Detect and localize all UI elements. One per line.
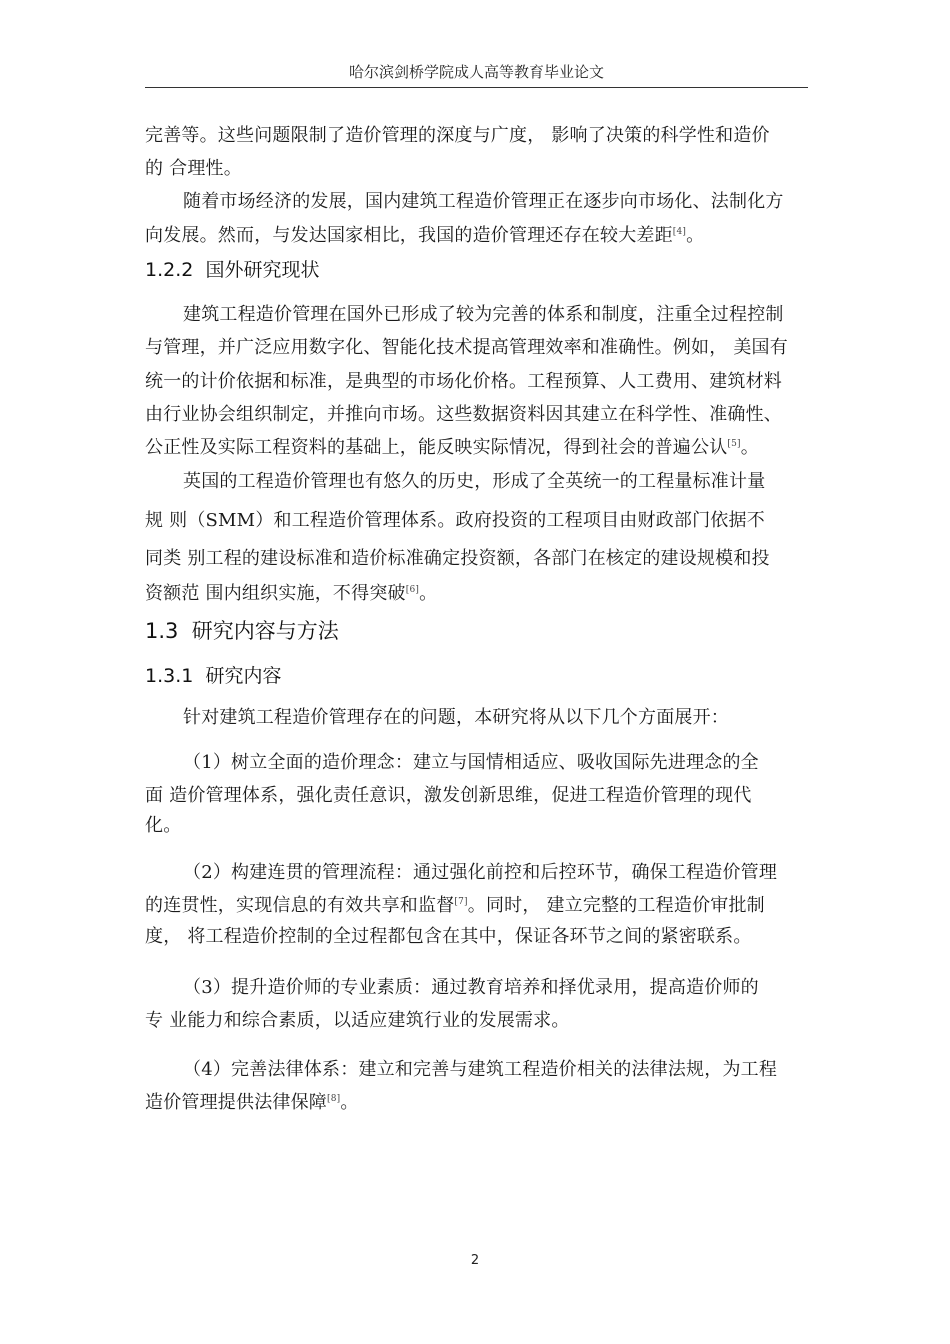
list-item-text: 的连贯性，实现信息的有效共享和监督 xyxy=(145,895,455,916)
list-item-line xyxy=(145,894,765,918)
list-item-line: （4）完善法律体系：建立和完善与建筑工程造价相关的法律法规，为工程 xyxy=(183,1059,778,1080)
paragraph-line xyxy=(145,582,437,606)
section-heading-1-3 xyxy=(145,617,339,645)
paragraph-text: 。 xyxy=(740,437,759,458)
paragraph-line: 的 合理性。 xyxy=(145,158,242,179)
list-item-line: 度， 将工程造价控制的全过程都包含在其中，保证各环节之间的紧密联系。 xyxy=(145,926,752,947)
list-item-line: （2）构建连贯的管理流程：通过强化前控和后控环节，确保工程造价管理 xyxy=(183,862,778,883)
paragraph-line: 与管理，并广泛应用数字化、智能化技术提高管理效率和准确性。例如， 美国有 xyxy=(145,337,788,358)
list-item-text: 。同时， 建立完整的工程造价审批制 xyxy=(467,895,765,916)
list-item-line: （3）提升造价师的专业素质：通过教育培养和择优录用，提高造价师的 xyxy=(183,977,759,998)
section-title: 研究内容与方法 xyxy=(191,619,339,643)
paragraph-text: 。 xyxy=(686,225,705,246)
citation: [5] xyxy=(727,439,741,449)
list-item-text: 。 xyxy=(340,1092,359,1113)
paragraph-line xyxy=(145,436,759,460)
paragraph-text: 资额范 围内组织实施，不得突破 xyxy=(145,583,406,604)
section-heading-1-3-1 xyxy=(145,663,281,689)
paragraph-text: 向发展。然而，与发达国家相比，我国的造价管理还存在较大差距 xyxy=(145,225,673,246)
section-title: 国外研究现状 xyxy=(205,259,320,281)
paragraph-line: 同类 别工程的建设标准和造价标准确定投资额，各部门在核定的建设规模和投 xyxy=(145,548,770,569)
list-item-line: （1）树立全面的造价理念：建立与国情相适应、吸收国际先进理念的全 xyxy=(183,752,759,773)
section-number: 1.3.1 xyxy=(145,665,194,687)
paragraph-line: 针对建筑工程造价管理存在的问题，本研究将从以下几个方面展开： xyxy=(183,707,729,728)
paragraph-line: 建筑工程造价管理在国外已形成了较为完善的体系和制度，注重全过程控制 xyxy=(183,304,784,325)
paragraph-line: 完善等。这些问题限制了造价管理的深度与广度， 影响了决策的科学性和造价 xyxy=(145,125,770,146)
paragraph-line: 随着市场经济的发展，国内建筑工程造价管理正在逐步向市场化、法制化方 xyxy=(183,191,784,212)
paragraph-line: 英国的工程造价管理也有悠久的历史，形成了全英统一的工程量标准计量 xyxy=(183,471,766,492)
list-item-line xyxy=(145,1091,359,1115)
citation: [6] xyxy=(405,585,420,595)
citation: [8] xyxy=(327,1094,341,1104)
paragraph-line: 由行业协会组织制定，并推向市场。这些数据资料因其建立在科学性、准确性、 xyxy=(145,404,782,425)
section-title: 研究内容 xyxy=(205,665,282,687)
list-item-line: 专 业能力和综合素质，以适应建筑行业的发展需求。 xyxy=(145,1010,570,1031)
running-header: 哈尔滨剑桥学院成人高等教育毕业论文 xyxy=(348,63,604,81)
section-number: 1.3 xyxy=(145,619,179,643)
paragraph-text: 。 xyxy=(419,583,438,604)
paragraph-line: 规 则（SMM）和工程造价管理体系。政府投资的工程项目由财政部门依据不 xyxy=(145,510,765,531)
section-number: 1.2.2 xyxy=(145,259,194,281)
header-rule xyxy=(145,87,808,88)
section-heading-1-2-2 xyxy=(145,257,319,283)
list-item-text: 造价管理提供法律保障 xyxy=(145,1092,327,1113)
paragraph-text: 公正性及实际工程资料的基础上，能反映实际情况，得到社会的普遍公认 xyxy=(145,437,728,458)
paragraph-line: 统一的计价依据和标准，是典型的市场化价格。工程预算、人工费用、建筑材料 xyxy=(145,371,782,392)
list-item-line: 面 造价管理体系，强化责任意识，激发创新思维，促进工程造价管理的现代 xyxy=(145,785,752,806)
paragraph-line xyxy=(145,224,704,248)
list-item-line: 化。 xyxy=(145,815,182,836)
citation: [4] xyxy=(672,227,687,237)
citation: [7] xyxy=(454,897,468,907)
page-number: 2 xyxy=(470,1253,480,1268)
